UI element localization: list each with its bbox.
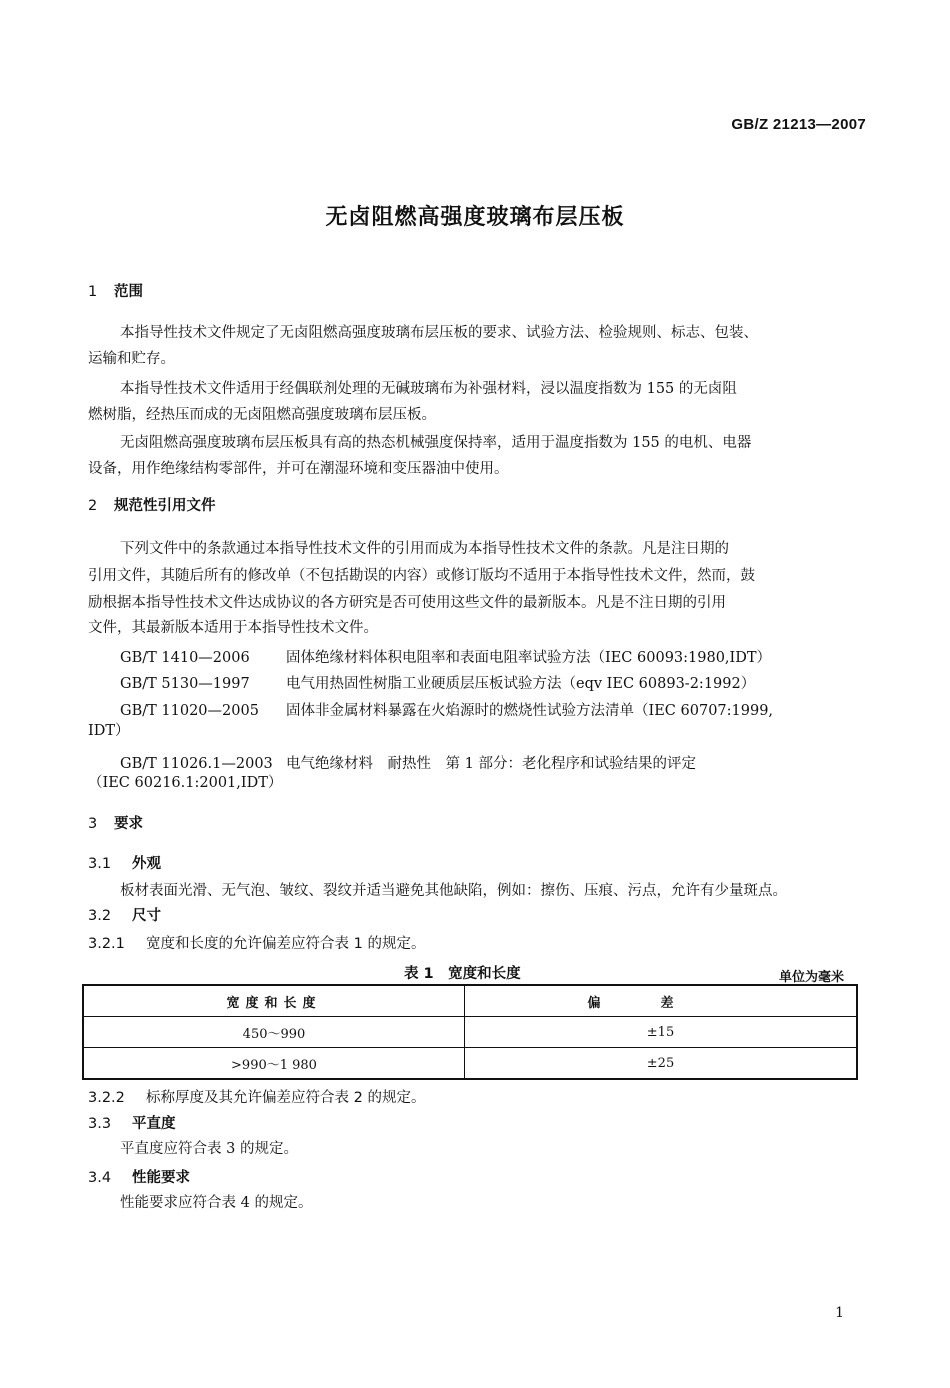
paragraph: 下列文件中的条款通过本指导性技术文件的引用而成为本指导性技术文件的条款。凡是注日期的: [120, 541, 729, 557]
paragraph: 文件，其最新版本适用于本指导性技术文件。: [88, 620, 378, 636]
document-title: 无卤阻燃高强度玻璃布层压板: [325, 205, 625, 230]
section-3-heading: [88, 812, 143, 833]
page-number: 1: [835, 1305, 844, 1321]
clause-number: 3.2.1: [88, 936, 125, 952]
section-1-heading: [88, 280, 143, 301]
subsection-number: 3.3: [88, 1116, 112, 1132]
reference-continuation: IDT）: [88, 723, 130, 739]
reference-item: [120, 672, 755, 693]
subsection-3-2-heading: [88, 904, 161, 925]
subsection-3-4-heading: [88, 1166, 190, 1187]
paragraph: 设备，用作绝缘结构零部件，并可在潮湿环境和变压器油中使用。: [88, 461, 509, 477]
section-number: 1: [88, 284, 98, 300]
clause-text: 标称厚度及其允许偏差应符合表 2 的规定。: [146, 1090, 426, 1106]
paragraph: 性能要求应符合表 4 的规定。: [120, 1195, 313, 1211]
table-header-cell: 宽度和长度: [83, 985, 465, 1017]
table-header-cell: 偏差: [465, 985, 858, 1017]
table-row: [83, 1048, 857, 1080]
reference-continuation: （IEC 60216.1:2001,IDT）: [88, 775, 283, 791]
subsection-number: 3.4: [88, 1170, 112, 1186]
subsection-title: 性能要求: [132, 1170, 190, 1186]
subsection-number: 3.2: [88, 908, 112, 924]
paragraph: 本指导性技术文件规定了无卤阻燃高强度玻璃布层压板的要求、试验方法、检验规则、标志、包装、: [120, 325, 758, 341]
subsection-title: 平直度: [132, 1116, 176, 1132]
reference-title: 固体绝缘材料体积电阻率和表面电阻率试验方法（IEC 60093:1980,IDT）: [286, 650, 772, 666]
subsection-number: 3.1: [88, 856, 112, 872]
reference-item: [120, 646, 771, 667]
table-cell: ±25: [465, 1048, 858, 1080]
paragraph: 平直度应符合表 3 的规定。: [120, 1141, 298, 1157]
table-row: [83, 1017, 857, 1048]
section-title: 范围: [114, 284, 143, 300]
table-cell: ±15: [465, 1017, 858, 1048]
table-header-row: [83, 985, 857, 1017]
paragraph: 运输和贮存。: [88, 351, 175, 367]
table-1: [82, 984, 858, 1080]
paragraph: 引用文件，其随后所有的修改单（不包括勘误的内容）或修订版均不适用于本指导性技术文件，然而，鼓: [88, 568, 755, 584]
paragraph: 本指导性技术文件适用于经偶联剂处理的无碱玻璃布为补强材料，浸以温度指数为 155 的无卤阻: [120, 381, 737, 397]
table-cell: 450～990: [83, 1017, 465, 1048]
paragraph: 燃树脂，经热压而成的无卤阻燃高强度玻璃布层压板。: [88, 407, 436, 423]
subsection-3-3-heading: [88, 1112, 176, 1133]
standard-number: GB/Z 21213—2007: [731, 116, 866, 133]
reference-title: 电气绝缘材料 耐热性 第 1 部分：老化程序和试验结果的评定: [286, 756, 696, 772]
reference-code: GB/T 11020—2005: [120, 703, 259, 719]
clause-number: 3.2.2: [88, 1090, 125, 1106]
section-title: 规范性引用文件: [114, 498, 216, 514]
section-2-heading: [88, 494, 216, 515]
table-unit: 单位为毫米: [778, 970, 844, 985]
subsection-title: 外观: [132, 856, 161, 872]
section-title: 要求: [114, 816, 143, 832]
paragraph: 无卤阻燃高强度玻璃布层压板具有高的热态机械强度保持率，适用于温度指数为 155 的电机、电器: [120, 435, 752, 451]
section-number: 3: [88, 816, 98, 832]
clause-text: 宽度和长度的允许偏差应符合表 1 的规定。: [146, 936, 426, 952]
paragraph: 板材表面光滑、无气泡、皱纹、裂纹并适当避免其他缺陷，例如：擦伤、压痕、污点，允许有少量斑点。: [120, 883, 787, 899]
reference-code: GB/T 11026.1—2003: [120, 756, 273, 772]
subsection-3-1-heading: [88, 852, 161, 873]
clause-3-2-1: [88, 932, 425, 953]
subsection-title: 尺寸: [132, 908, 161, 924]
table-caption: 表 1 宽度和长度: [404, 966, 521, 982]
reference-code: GB/T 5130—1997: [120, 676, 250, 692]
section-number: 2: [88, 498, 98, 514]
table-cell: >990～1 980: [83, 1048, 465, 1080]
reference-code: GB/T 1410—2006: [120, 650, 250, 666]
reference-item: [120, 699, 773, 720]
clause-3-2-2: [88, 1086, 425, 1107]
paragraph: 励根据本指导性技术文件达成协议的各方研究是否可使用这些文件的最新版本。凡是不注日期的引用: [88, 595, 726, 611]
reference-title: 电气用热固性树脂工业硬质层压板试验方法（eqv IEC 60893-2:1992）: [286, 676, 756, 692]
reference-title: 固体非金属材料暴露在火焰源时的燃烧性试验方法清单（IEC 60707:1999,: [286, 703, 774, 719]
